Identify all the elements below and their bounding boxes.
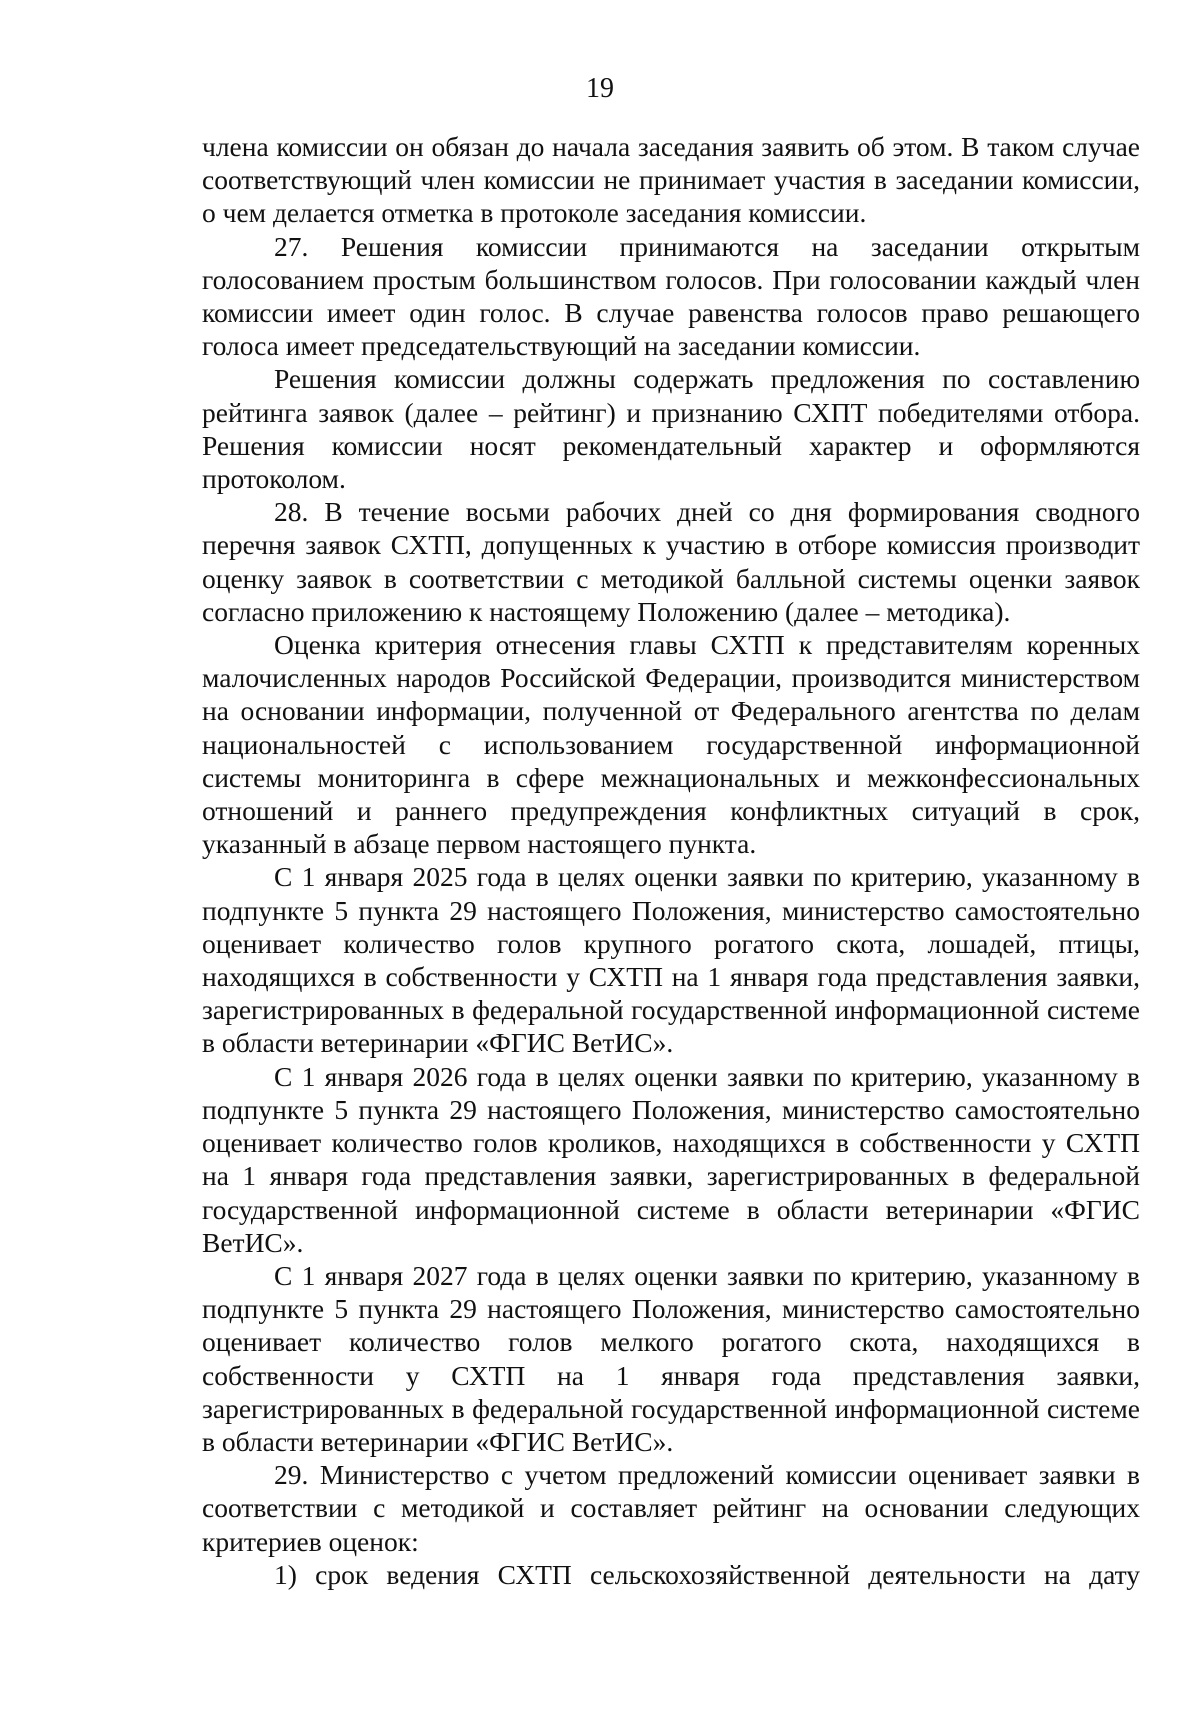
paragraph-criterion-1: 1) срок ведения СХТП сельскохозяйственной деятельности на дату	[274, 1558, 1140, 1590]
paragraph-2025-livestock: С 1 января 2025 года в целях оценки заявки по критерию, указанному в подпункте 5 пункта 29 настоящего Положения, министерство самостоятельно оценивает количество голов крупного рогатого скота, лошадей, птицы, находящихся в собственности у СХТП на 1 января года представления заявки, зарегистрированных в федеральной государственной информационной системе в области ветеринарии «ФГИС ВетИС».	[202, 861, 1140, 1059]
document-body	[202, 130, 1140, 1591]
paragraph-continuation: члена комиссии он обязан до начала заседания заявить об этом. В таком случае соответствующий член комиссии не принимает участия в заседании комиссии, о чем делается отметка в протоколе заседания комиссии.	[202, 131, 1140, 229]
paragraph-item-28: 28. В течение восьми рабочих дней со дня формирования сводного перечня заявок СХТП, допущенных к участию в отборе комиссия производит оценку заявок в соответствии с методикой балльной системы оценки заявок согласно приложению к настоящему Положению (далее – методика).	[202, 496, 1140, 627]
paragraph-item-29: 29. Министерство с учетом предложений комиссии оценивает заявки в соответствии с методикой и составляет рейтинг на основании следующих критериев оценок:	[202, 1459, 1140, 1557]
paragraph-indigenous-criterion: Оценка критерия отнесения главы СХТП к представителям коренных малочисленных народов Российской Федерации, производится министерством на основании информации, полученной от Федерального агентства по делам национальностей с использованием государственной информационной системы мониторинга в сфере межнациональных и межконфессиональных отношений и раннего предупреждения конфликтных ситуаций в срок, указанный в абзаце первом настоящего пункта.	[202, 629, 1140, 860]
paragraph-commission-decisions: Решения комиссии должны содержать предложения по составлению рейтинга заявок (далее – рейтинг) и признанию СХПТ победителями отбора. Решения комиссии носят рекомендательный характер и оформляются протоколом.	[202, 363, 1140, 495]
page-number: 19	[586, 73, 614, 104]
paragraph-2026-rabbits: С 1 января 2026 года в целях оценки заявки по критерию, указанному в подпункте 5 пункта 29 настоящего Положения, министерство самостоятельно оценивает количество голов кроликов, находящихся в собственности у СХТП на 1 января года представления заявки, зарегистрированных в федеральной государственной информационной системе в области ветеринарии «ФГИС ВетИС».	[202, 1060, 1140, 1258]
paragraph-item-27: 27. Решения комиссии принимаются на заседании открытым голосованием простым большинством голосов. При голосовании каждый член комиссии имеет один голос. В случае равенства голосов право решающего голоса имеет председательствующий на заседании комиссии.	[202, 230, 1140, 362]
paragraph-2027-small-livestock: С 1 января 2027 года в целях оценки заявки по критерию, указанному в подпункте 5 пункта 29 настоящего Положения, министерство самостоятельно оценивает количество голов мелкого рогатого скота, находящихся в собственности у СХТП на 1 января года представления заявки, зарегистрированных в федеральной государственной информационной системе в области ветеринарии «ФГИС ВетИС».	[202, 1259, 1140, 1457]
